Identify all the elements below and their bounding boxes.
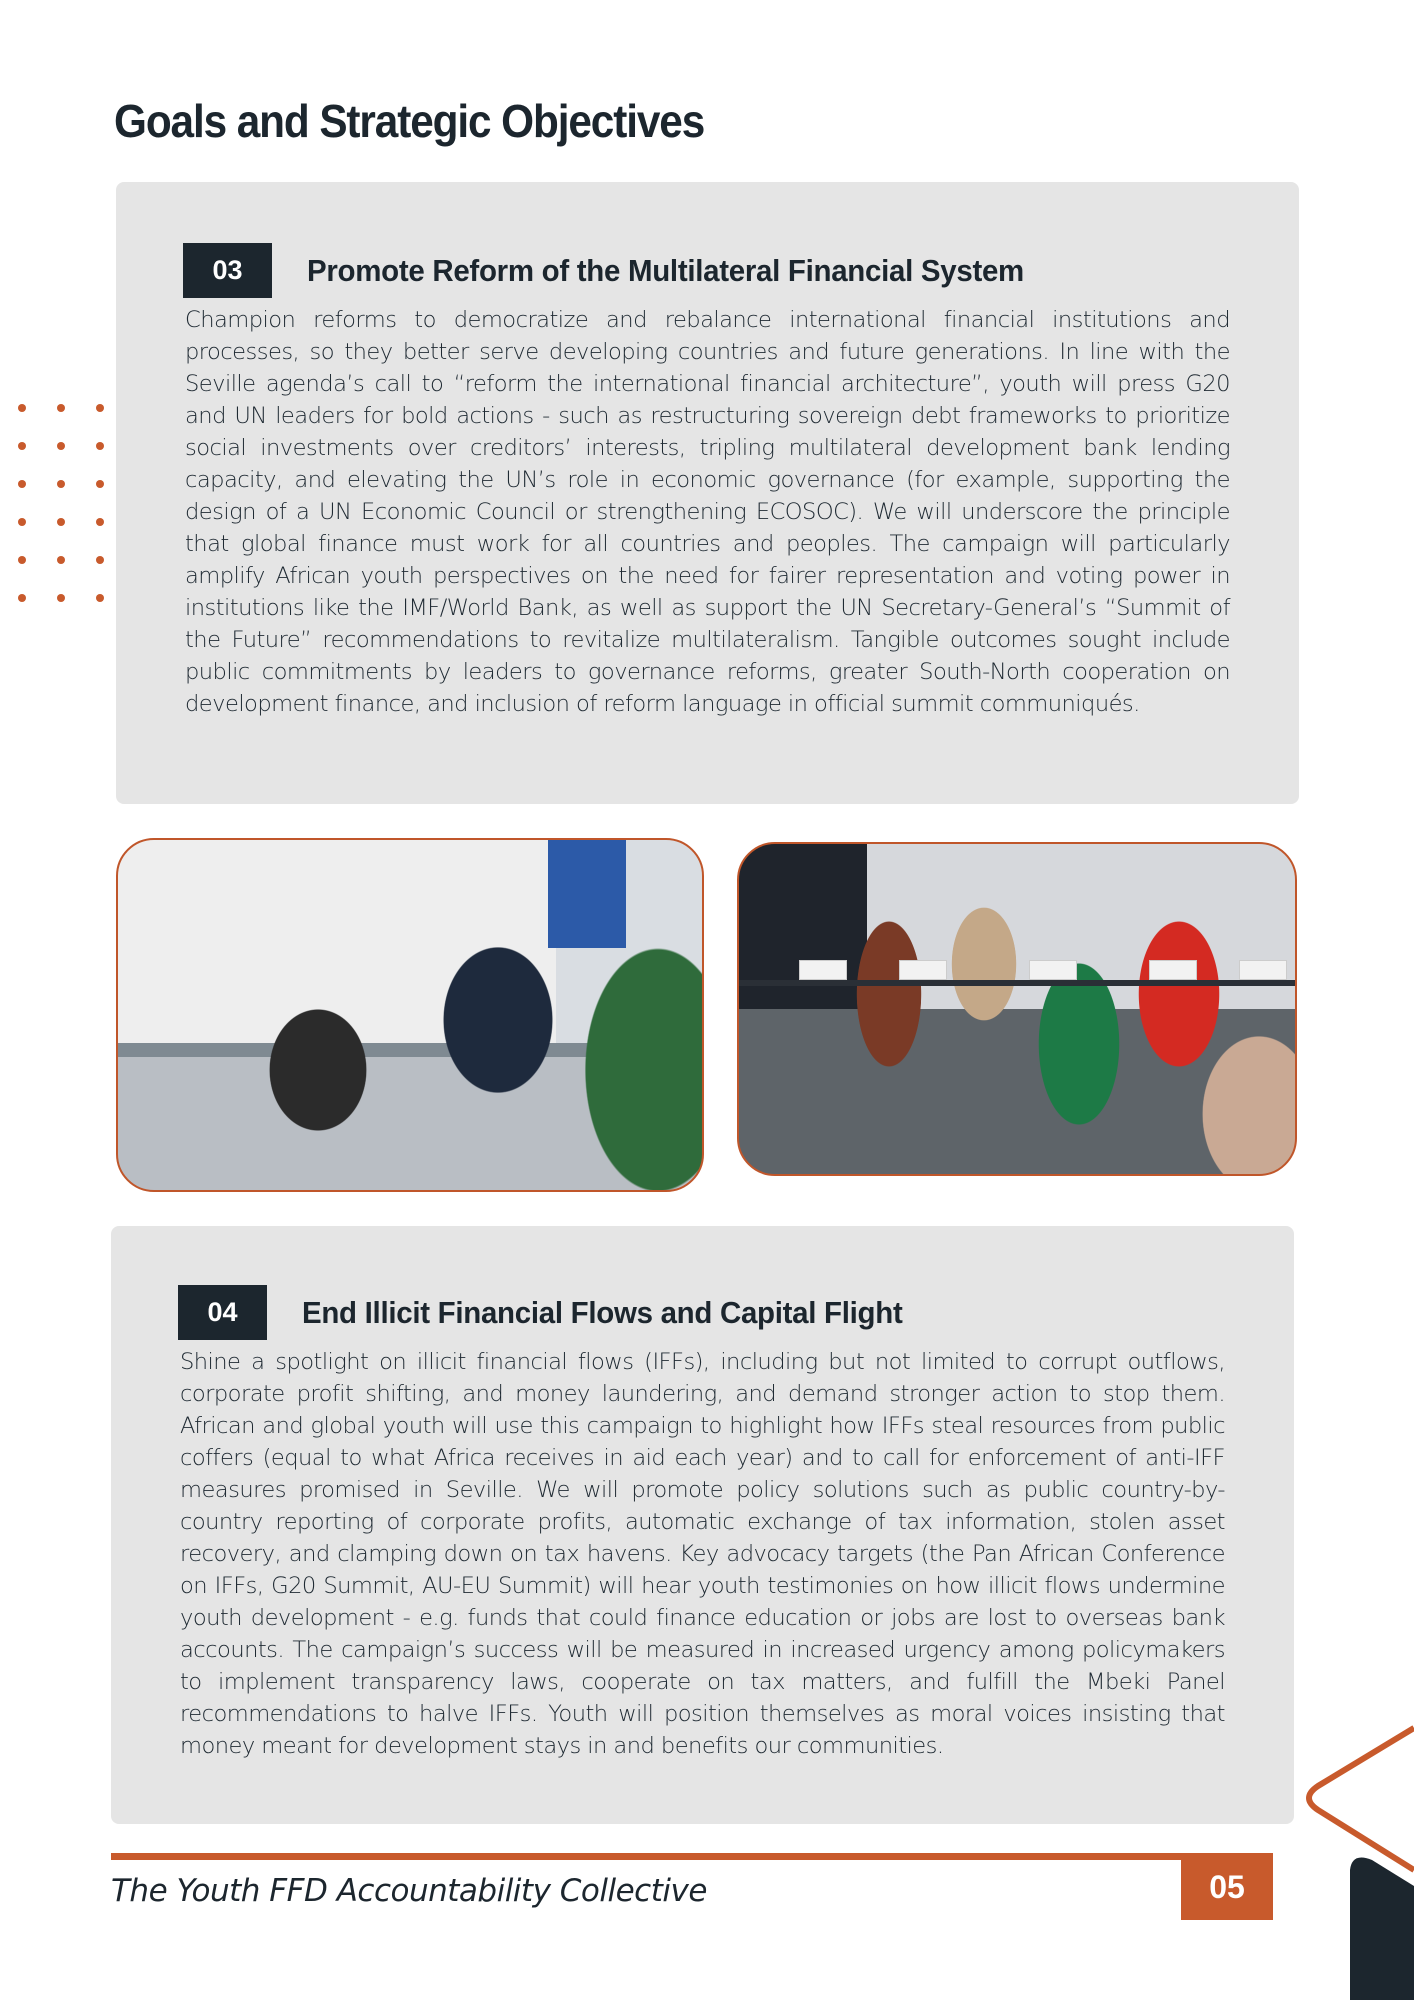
objective-description: Champion reforms to democratize and rebalance international financial institutions and processes, so they better serve developing countries and future generations. In line with the Seville agenda’s call to “reform the international financial architecture”, youth will press G20 and UN leaders for bold actions - such as restructuring sovereign debt frameworks to prioritize social investments over creditors’ interests, tripling multilateral development bank lending capacity, and elevating the UN’s role in economic governance (for example, supporting the design of a UN Economic Council or strengthening ECOSOC). We will underscore the principle that global finance must work for all countries and peoples. The campaign will particularly amplify African youth perspectives on the need for fairer representation and voting power in institutions like the IMF/World Bank, as well as support the UN Secretary-General’s “Summit of the Future” recommendations to revitalize multilateralism. Tangible outcomes sought include public commitments by leaders to governance reforms, greater South-North cooperation on development finance, and inclusion of reform language in official summit communiqués. [185,307,1230,717]
objective-description: Shine a spotlight on illicit financial flows (IFFs), including but not limited to corrupt outflows, corporate profit shifting, and money laundering, and demand stronger action to stop them. African and global youth will use this campaign to highlight how IFFs steal resources from public coffers (equal to what Africa receives in aid each year) and to call for enforcement of anti-IFF measures promised in Seville. We will promote policy solutions such as public country-by-country reporting of corporate profits, automatic exchange of tax information, stolen asset recovery, and clamping down on tax havens. Key advocacy targets (the Pan African Conference on IFFs, G20 Summit, AU-EU Summit) will hear youth testimonies on how illicit flows undermine youth development - e.g. funds that could finance education or jobs are lost to overseas bank accounts. The campaign’s success will be measured in increased urgency among policymakers to implement transparency laws, cooperate on tax matters, and fulfill the Mbeki Panel recommendations to halve IFFs. Youth will position themselves as moral voices insisting that money meant for development stays in and benefits our communities. [180,1349,1225,1759]
dot [96,556,104,564]
objective-title: End Illicit Financial Flows and Capital Flight [302,1294,903,1330]
footer-organization-name: The Youth FFD Accountability Collective [111,1873,707,1909]
objective-header [183,227,1062,314]
dot [96,594,104,602]
page-number-badge: 05 [1181,1855,1273,1920]
conference-photo-women-panel [737,842,1297,1176]
dot [18,594,26,602]
dot [96,518,104,526]
dot [57,442,65,450]
dot [18,404,26,412]
decorative-dot-grid [18,404,104,602]
dot [18,480,26,488]
presentation-screen [548,840,626,948]
nameplate [1149,960,1197,980]
nameplate [1029,960,1077,980]
dark-triangle-shape [1350,1858,1414,2000]
dot [57,594,65,602]
objective-title: Promote Reform of the Multilateral Financial System [307,252,1024,288]
dot [96,404,104,412]
chevron-outline-icon [1309,1728,1414,1870]
table-edge [739,980,1295,986]
dot [18,518,26,526]
nameplate [799,960,847,980]
nameplate [1239,960,1287,980]
dot [18,556,26,564]
objective-header [178,1269,934,1356]
dot [18,442,26,450]
page-title: Goals and Strategic Objectives [114,95,705,147]
decorative-corner-shapes [1290,1720,1414,2000]
objective-number-badge: 04 [178,1285,267,1340]
conference-photo-youth-panel [116,838,704,1192]
dot [57,518,65,526]
dot [57,480,65,488]
objective-card-04 [111,1226,1294,1824]
dot [57,404,65,412]
nameplate [899,960,947,980]
dot [57,556,65,564]
dot [96,480,104,488]
dot [96,442,104,450]
objective-card-03 [116,182,1299,804]
objective-number-badge: 03 [183,243,272,298]
footer-divider [111,1853,1273,1860]
